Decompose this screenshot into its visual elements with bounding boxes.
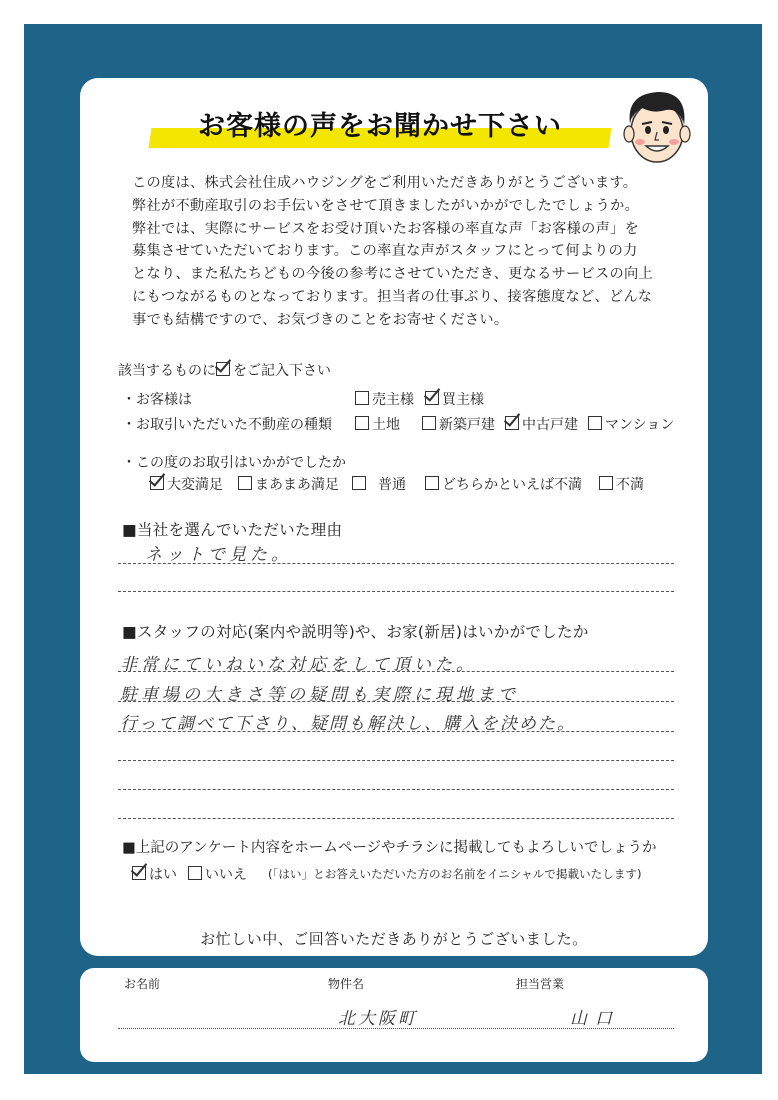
intro-line: この度は、株式会社住成ハウジングをご利用いただきありがとうございます。 [132, 175, 638, 191]
checkbox[interactable] [355, 416, 369, 430]
option-label: 土地 [372, 417, 400, 433]
staff-answer-line-3[interactable]: 行って調べて下さり、疑問も解決し、購入を決めた。 [120, 714, 576, 734]
checkbox[interactable] [588, 416, 602, 430]
answer-line [118, 701, 674, 702]
question-satisfaction-label: ・この度のお取引はいかがでしたか [122, 455, 346, 471]
option-somewhat-satisfied[interactable] [238, 474, 339, 494]
intro-line: となり、また私たちどもの今後の参考にさせていただき、更なるサービスの向上 [132, 266, 653, 283]
option-label: 買主様 [442, 392, 484, 408]
property-value[interactable]: 北大阪町 [338, 1009, 418, 1029]
option-label: 新築戸建 [439, 417, 495, 433]
option-land[interactable] [355, 414, 400, 434]
option-label: いいえ [205, 867, 247, 883]
intro-line: 弊社では、実際にサービスをお受け頂いたお客様の率直な声「お客様の声」を [132, 220, 640, 237]
checkbox-example [216, 362, 230, 376]
option-very-satisfied[interactable] [150, 474, 223, 494]
option-label: 不満 [616, 477, 644, 493]
intro-line: にもつながるものとなっております。担当者の仕事ぶり、接客態度など、どんな [132, 288, 653, 305]
option-condo[interactable] [588, 414, 674, 434]
option-label: 中古戸建 [522, 417, 578, 433]
answer-line [118, 760, 674, 761]
section-reason-heading: ■当社を選んでいただいた理由 [122, 521, 343, 539]
option-seller[interactable] [355, 389, 414, 409]
option-label: 普通 [378, 477, 406, 493]
name-label: お名前 [124, 977, 161, 991]
intro-line: 事でも結構ですので、お気づきのことをお寄せください。 [132, 311, 509, 328]
publish-note: (「はい」とお答えいただいた方のお名前をイニシャルで掲載いたします) [268, 867, 642, 881]
option-no[interactable] [188, 864, 247, 884]
thanks-message: お忙しい中、ご回答いただきありがとうございました。 [200, 930, 588, 948]
checkbox[interactable] [355, 391, 369, 405]
smiling-man-face-icon [620, 86, 694, 166]
checkbox[interactable] [425, 391, 439, 405]
option-label: はい [149, 867, 177, 883]
option-label: 売主様 [372, 392, 414, 408]
answer-line [118, 731, 674, 732]
staff-value[interactable]: 山口 [570, 1009, 620, 1029]
option-label: どちらかといえば不満 [442, 477, 582, 493]
option-dissatisfied[interactable] [599, 474, 644, 494]
answer-line [118, 789, 674, 790]
answer-line [118, 563, 674, 564]
staff-answer-line-1[interactable]: 非常にていねいな対応をして頂いた。 [120, 655, 477, 675]
property-label: 物件名 [328, 977, 365, 991]
section-publish-heading: ■上記のアンケート内容をホームページやチラシに掲載してもよろしいでしょうか [122, 840, 657, 856]
footer-line [118, 1028, 674, 1029]
instruction [118, 360, 331, 380]
option-new-house[interactable] [422, 414, 495, 434]
section-staff-heading: ■スタッフの対応(案内や説明等)や、お家(新居)はいかがでしたか [122, 623, 589, 641]
option-used-house[interactable] [505, 414, 578, 434]
checkbox[interactable] [425, 476, 439, 490]
option-yes[interactable] [132, 864, 177, 884]
checkbox[interactable] [188, 866, 202, 880]
answer-line [118, 591, 674, 592]
checkbox[interactable] [352, 476, 366, 490]
checkbox[interactable] [505, 416, 519, 430]
option-label: 大変満足 [167, 477, 223, 493]
answer-line [118, 818, 674, 819]
answer-line [118, 671, 674, 672]
title-block [150, 104, 610, 150]
intro-line: 募集させていただいております。この率直な声がスタッフにとって何よりの力 [132, 243, 638, 260]
option-label: マンション [605, 417, 675, 433]
option-neutral[interactable] [352, 474, 406, 494]
reason-answer[interactable]: ネットで見た。 [145, 545, 292, 565]
option-somewhat-dissatisfied[interactable] [425, 474, 582, 494]
option-buyer[interactable] [425, 389, 484, 409]
intro-text [132, 172, 692, 332]
question-property-label: ・お取引いただいた不動産の種類 [122, 417, 332, 433]
instruction-before: 該当するものに [118, 363, 216, 379]
checkbox[interactable] [238, 476, 252, 490]
question-customer-label: ・お客様は [122, 392, 192, 408]
staff-label: 担当営業 [516, 977, 565, 991]
staff-answer-line-2[interactable]: 駐車場の大きさ等の疑問も実際に現地まで [120, 685, 519, 705]
checkbox[interactable] [150, 476, 164, 490]
checkbox[interactable] [422, 416, 436, 430]
checkbox[interactable] [599, 476, 613, 490]
page-title: お客様の声をお聞かせ下さい [198, 111, 562, 142]
instruction-after: をご記入下さい [233, 363, 331, 379]
checkbox[interactable] [132, 866, 146, 880]
intro-line: 弊社が不動産取引のお手伝いをさせて頂きましたがいかがでしたでしょうか。 [132, 197, 640, 214]
option-label: まあまあ満足 [255, 477, 339, 493]
